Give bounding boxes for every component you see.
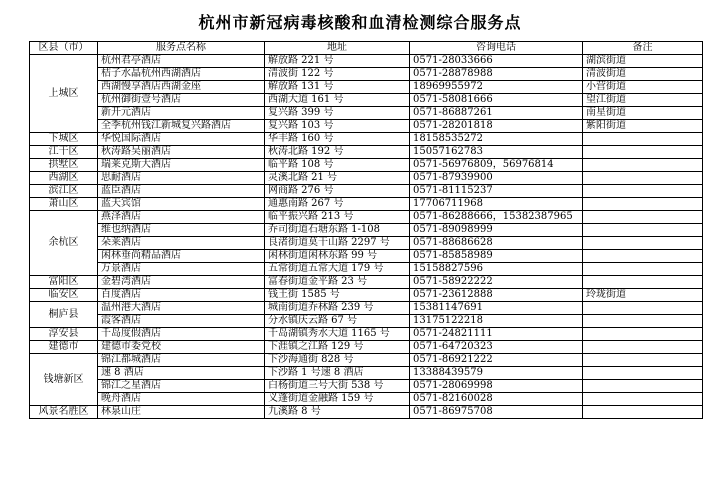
district-cell: 江干区 bbox=[30, 146, 98, 159]
phone-cell: 18158535272 bbox=[410, 133, 583, 146]
table-row bbox=[30, 94, 703, 107]
note-cell: 玲珑街道 bbox=[583, 289, 703, 302]
address-cell: 解放路 131 号 bbox=[265, 81, 410, 94]
phone-cell: 0571-87939900 bbox=[410, 172, 583, 185]
address-cell: 临平振兴路 213 号 bbox=[265, 211, 410, 224]
phone-cell: 0571-28033666 bbox=[410, 55, 583, 68]
note-cell: 望江街道 bbox=[583, 94, 703, 107]
table-row bbox=[30, 211, 703, 224]
note-cell bbox=[583, 250, 703, 263]
address-cell: 下沙海通街 828 号 bbox=[265, 354, 410, 367]
header-district: 区县（市） bbox=[30, 42, 98, 55]
note-cell bbox=[583, 276, 703, 289]
phone-cell: 0571-58922222 bbox=[410, 276, 583, 289]
name-cell: 林泉山庄 bbox=[98, 406, 265, 419]
phone-cell: 15158827596 bbox=[410, 263, 583, 276]
note-cell: 紫阳街道 bbox=[583, 120, 703, 133]
phone-cell: 0571-24821111 bbox=[410, 328, 583, 341]
header-address: 地址 bbox=[265, 42, 410, 55]
phone-cell: 17706711968 bbox=[410, 198, 583, 211]
note-cell bbox=[583, 393, 703, 406]
phone-cell: 0571-58081666 bbox=[410, 94, 583, 107]
page-title: 杭州市新冠病毒核酸和血清检测综合服务点 bbox=[198, 13, 522, 32]
phone-cell: 0571-89098999 bbox=[410, 224, 583, 237]
note-cell bbox=[583, 380, 703, 393]
header-phone: 咨询电话 bbox=[410, 42, 583, 55]
address-cell: 白杨街道三号大街 538 号 bbox=[265, 380, 410, 393]
name-cell: 杭州君亭酒店 bbox=[98, 55, 265, 68]
phone-cell: 0571-86887261 bbox=[410, 107, 583, 120]
table-row bbox=[30, 68, 703, 81]
phone-cell: 0571-86288666，15382387965 bbox=[410, 211, 583, 224]
phone-cell: 13175122218 bbox=[410, 315, 583, 328]
address-cell: 复兴路 103 号 bbox=[265, 120, 410, 133]
table-row bbox=[30, 120, 703, 133]
phone-cell: 0571-64720323 bbox=[410, 341, 583, 354]
phone-cell: 0571-88686628 bbox=[410, 237, 583, 250]
note-cell bbox=[583, 354, 703, 367]
table-row bbox=[30, 198, 703, 211]
name-cell: 百度酒店 bbox=[98, 289, 265, 302]
note-cell bbox=[583, 315, 703, 328]
name-cell: 建德市委党校 bbox=[98, 341, 265, 354]
phone-cell: 13388439579 bbox=[410, 367, 583, 380]
address-cell: 华丰路 160 号 bbox=[265, 133, 410, 146]
note-cell bbox=[583, 263, 703, 276]
address-cell: 下沙路 1 号速 8 酒店 bbox=[265, 367, 410, 380]
name-cell: 金碧湾酒店 bbox=[98, 276, 265, 289]
table-row bbox=[30, 328, 703, 341]
name-cell: 新开元酒店 bbox=[98, 107, 265, 120]
address-cell: 义蓬街道金融路 159 号 bbox=[265, 393, 410, 406]
phone-cell: 0571-86921222 bbox=[410, 354, 583, 367]
address-cell: 网商路 276 号 bbox=[265, 185, 410, 198]
address-cell: 五常街道五常大道 179 号 bbox=[265, 263, 410, 276]
note-cell: 湖滨街道 bbox=[583, 55, 703, 68]
table-row bbox=[30, 276, 703, 289]
note-cell bbox=[583, 172, 703, 185]
name-cell: 蓝臣酒店 bbox=[98, 185, 265, 198]
service-points-table bbox=[29, 41, 703, 419]
table-row bbox=[30, 185, 703, 198]
name-cell: 燕泽酒店 bbox=[98, 211, 265, 224]
phone-cell: 15381147691 bbox=[410, 302, 583, 315]
note-cell bbox=[583, 302, 703, 315]
name-cell: 思耐酒店 bbox=[98, 172, 265, 185]
address-cell: 复兴路 399 号 bbox=[265, 107, 410, 120]
note-cell bbox=[583, 185, 703, 198]
name-cell: 全季杭州钱江新城复兴路酒店 bbox=[98, 120, 265, 133]
address-cell: 通惠南路 267 号 bbox=[265, 198, 410, 211]
name-cell: 万景酒店 bbox=[98, 263, 265, 276]
note-cell bbox=[583, 211, 703, 224]
district-cell: 上城区 bbox=[30, 55, 98, 133]
header-note: 备注 bbox=[583, 42, 703, 55]
note-cell bbox=[583, 367, 703, 380]
address-cell: 千岛湖镇秀水大道 1165 号 bbox=[265, 328, 410, 341]
phone-cell: 0571-82160028 bbox=[410, 393, 583, 406]
name-cell: 霞客酒店 bbox=[98, 315, 265, 328]
note-cell: 小营街道 bbox=[583, 81, 703, 94]
note-cell bbox=[583, 159, 703, 172]
table-body bbox=[30, 55, 703, 419]
name-cell: 华悦国际酒店 bbox=[98, 133, 265, 146]
table-row bbox=[30, 393, 703, 406]
district-cell: 西湖区 bbox=[30, 172, 98, 185]
district-cell: 临安区 bbox=[30, 289, 98, 302]
phone-cell: 15057162783 bbox=[410, 146, 583, 159]
table-row bbox=[30, 380, 703, 393]
table-row bbox=[30, 354, 703, 367]
table-row bbox=[30, 107, 703, 120]
address-cell: 良渚街道莫干山路 2297 号 bbox=[265, 237, 410, 250]
phone-cell: 0571-23612888 bbox=[410, 289, 583, 302]
phone-cell: 0571-56976809，56976814 bbox=[410, 159, 583, 172]
address-cell: 秋涛北路 192 号 bbox=[265, 146, 410, 159]
note-cell bbox=[583, 224, 703, 237]
address-cell: 西湖大道 161 号 bbox=[265, 94, 410, 107]
note-cell bbox=[583, 328, 703, 341]
name-cell: 闲林垂尚精品酒店 bbox=[98, 250, 265, 263]
district-cell: 钱塘新区 bbox=[30, 354, 98, 406]
table-row bbox=[30, 172, 703, 185]
address-cell: 清波街 122 号 bbox=[265, 68, 410, 81]
table-row bbox=[30, 289, 703, 302]
table-row bbox=[30, 224, 703, 237]
name-cell: 朵莱酒店 bbox=[98, 237, 265, 250]
address-cell: 下涯镇之江路 129 号 bbox=[265, 341, 410, 354]
table-row bbox=[30, 367, 703, 380]
note-cell bbox=[583, 133, 703, 146]
name-cell: 维也纳酒店 bbox=[98, 224, 265, 237]
table-row bbox=[30, 159, 703, 172]
address-cell: 钱王街 1585 号 bbox=[265, 289, 410, 302]
name-cell: 千岛度假酒店 bbox=[98, 328, 265, 341]
note-cell bbox=[583, 341, 703, 354]
note-cell: 清波街道 bbox=[583, 68, 703, 81]
address-cell: 解放路 221 号 bbox=[265, 55, 410, 68]
phone-cell: 0571-28201818 bbox=[410, 120, 583, 133]
table-row bbox=[30, 55, 703, 68]
phone-cell: 0571-28069998 bbox=[410, 380, 583, 393]
name-cell: 晚舟酒店 bbox=[98, 393, 265, 406]
phone-cell: 0571-28878988 bbox=[410, 68, 583, 81]
name-cell: 瑞莱克斯大酒店 bbox=[98, 159, 265, 172]
note-cell bbox=[583, 146, 703, 159]
district-cell: 余杭区 bbox=[30, 211, 98, 276]
name-cell: 温州港大酒店 bbox=[98, 302, 265, 315]
address-cell: 临平路 108 号 bbox=[265, 159, 410, 172]
table-row bbox=[30, 302, 703, 315]
name-cell: 西湖慢享酒店西湖金座 bbox=[98, 81, 265, 94]
phone-cell: 0571-86975708 bbox=[410, 406, 583, 419]
district-cell: 下城区 bbox=[30, 133, 98, 146]
district-cell: 淳安县 bbox=[30, 328, 98, 341]
district-cell: 拱墅区 bbox=[30, 159, 98, 172]
name-cell: 杭州御街壹号酒店 bbox=[98, 94, 265, 107]
note-cell: 南星街道 bbox=[583, 107, 703, 120]
header-name: 服务点名称 bbox=[98, 42, 265, 55]
address-cell: 乔司街道石塘东路 1-108 bbox=[265, 224, 410, 237]
address-cell: 富春街道金平路 23 号 bbox=[265, 276, 410, 289]
table-row bbox=[30, 133, 703, 146]
table-header-row bbox=[30, 42, 703, 55]
phone-cell: 0571-81115237 bbox=[410, 185, 583, 198]
address-cell: 九溪路 8 号 bbox=[265, 406, 410, 419]
name-cell: 速 8 酒店 bbox=[98, 367, 265, 380]
name-cell: 蓝天宾馆 bbox=[98, 198, 265, 211]
district-cell: 萧山区 bbox=[30, 198, 98, 211]
name-cell: 桔子水晶杭州西湖酒店 bbox=[98, 68, 265, 81]
district-cell: 桐庐县 bbox=[30, 302, 98, 328]
note-cell bbox=[583, 237, 703, 250]
name-cell: 锦江之星酒店 bbox=[98, 380, 265, 393]
table-row bbox=[30, 406, 703, 419]
district-cell: 富阳区 bbox=[30, 276, 98, 289]
address-cell: 灵溪北路 21 号 bbox=[265, 172, 410, 185]
address-cell: 分水镇庆云路 67 号 bbox=[265, 315, 410, 328]
phone-cell: 0571-85858989 bbox=[410, 250, 583, 263]
address-cell: 闲林街道闲林东路 99 号 bbox=[265, 250, 410, 263]
table-row bbox=[30, 250, 703, 263]
table-row bbox=[30, 315, 703, 328]
table-row bbox=[30, 341, 703, 354]
name-cell: 锦江都城酒店 bbox=[98, 354, 265, 367]
table-row bbox=[30, 146, 703, 159]
address-cell: 城南街道乔林路 239 号 bbox=[265, 302, 410, 315]
table-row bbox=[30, 237, 703, 250]
table-row bbox=[30, 263, 703, 276]
district-cell: 滨江区 bbox=[30, 185, 98, 198]
district-cell: 风景名胜区 bbox=[30, 406, 98, 419]
note-cell bbox=[583, 198, 703, 211]
note-cell bbox=[583, 406, 703, 419]
phone-cell: 18969955972 bbox=[410, 81, 583, 94]
district-cell: 建德市 bbox=[30, 341, 98, 354]
table-row bbox=[30, 81, 703, 94]
name-cell: 秋涛路吴丽酒店 bbox=[98, 146, 265, 159]
